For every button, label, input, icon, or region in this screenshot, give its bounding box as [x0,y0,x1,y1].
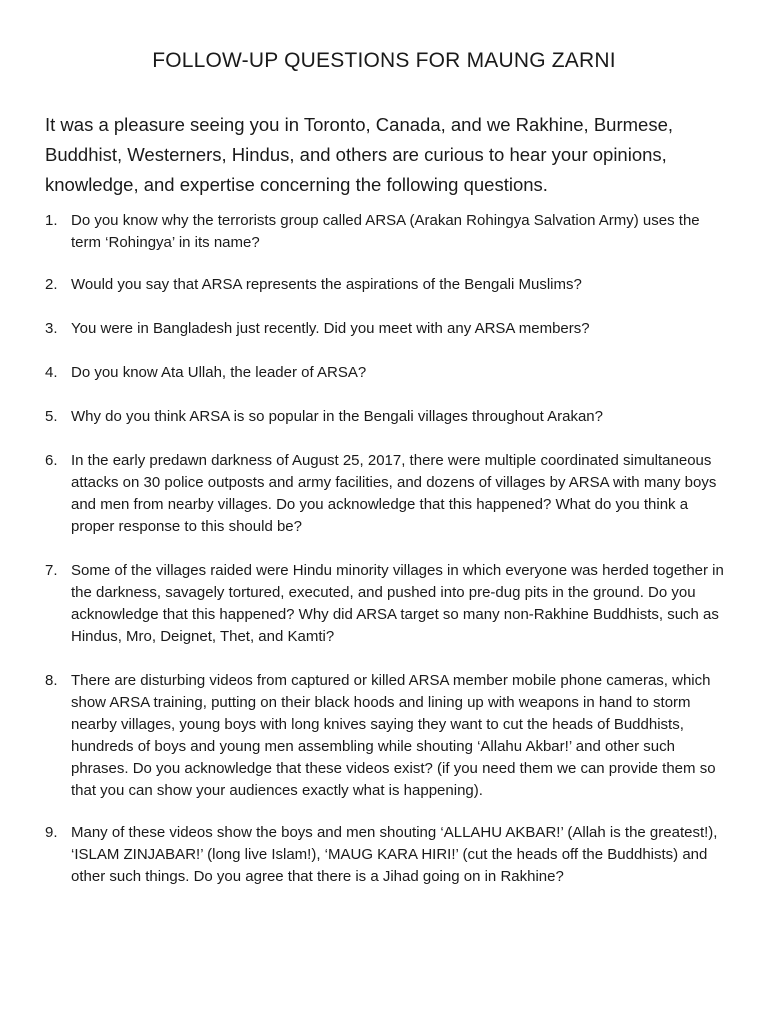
question-number: 4. [45,364,58,381]
intro-paragraph: It was a pleasure seeing you in Toronto, Canada, and we Rakhine, Burmese, Buddhist, Westerners, Hindus, and others are curious to hear your opinions, knowledge, and expertise concerning the following questions. [45,114,674,195]
question-item [45,362,725,384]
question-text: Do you know why the terrorists group called ARSA (Arakan Rohingya Salvation Army) uses the term ‘Rohingya’ in its name? [71,212,700,251]
document-title: FOLLOW-UP QUESTIONS FOR MAUNG ZARNI [152,49,616,72]
question-item [45,210,725,254]
question-item [45,406,725,428]
question-text: There are disturbing videos from captured or killed ARSA member mobile phone cameras, which show ARSA training, putting on their black hoods and lining up with weapons in hand to storm nearby villages, young boys with long knives saying they want to cut the heads of Buddhists, hundreds of boys and young men assembling while shouting ‘Allahu Akbar!’ and other such phrases. Do you acknowledge that these videos exist? (if you need them we can provide them so that you can show your audiences exactly what is happening). [71,672,716,799]
question-number: 1. [45,212,58,229]
question-item [45,560,725,648]
question-item [45,318,725,340]
question-text: Would you say that ARSA represents the aspirations of the Bengali Muslims? [71,276,582,293]
question-number: 9. [45,824,58,841]
question-number: 2. [45,276,58,293]
question-number: 6. [45,452,58,469]
question-item [45,670,725,802]
question-text: Many of these videos show the boys and men shouting ‘ALLAHU AKBAR!’ (Allah is the greatest!), ‘ISLAM ZINJABAR!’ (long live Islam!), ‘MAUG KARA HIRI!’ (cut the heads off the Buddhists) and other such things. Do you agree that there is a Jihad going on in Rakhine? [71,824,718,885]
question-number: 8. [45,672,58,689]
question-item [45,450,725,538]
question-number: 3. [45,320,58,337]
question-text: You were in Bangladesh just recently. Did you meet with any ARSA members? [71,320,590,337]
question-number: 7. [45,562,58,579]
question-item [45,274,725,296]
question-number: 5. [45,408,58,425]
question-text: In the early predawn darkness of August 25, 2017, there were multiple coordinated simultaneous attacks on 30 police outposts and army facilities, and dozens of villages by ARSA with many boys and men from nearby villages. Do you acknowledge that this happened? What do you think a proper response to this should be? [71,452,717,535]
question-text: Do you know Ata Ullah, the leader of ARSA? [71,364,367,381]
question-text: Why do you think ARSA is so popular in the Bengali villages throughout Arakan? [71,408,603,425]
questions-list [45,210,725,888]
question-text: Some of the villages raided were Hindu minority villages in which everyone was herded together in the darkness, savagely tortured, executed, and pushed into pre-dug pits in the ground. Do you acknowledge that this happened? Why did ARSA target so many non-Rakhine Buddhists, such as Hindus, Mro, Deignet, Thet, and Kamti? [71,562,724,645]
question-item [45,822,725,888]
